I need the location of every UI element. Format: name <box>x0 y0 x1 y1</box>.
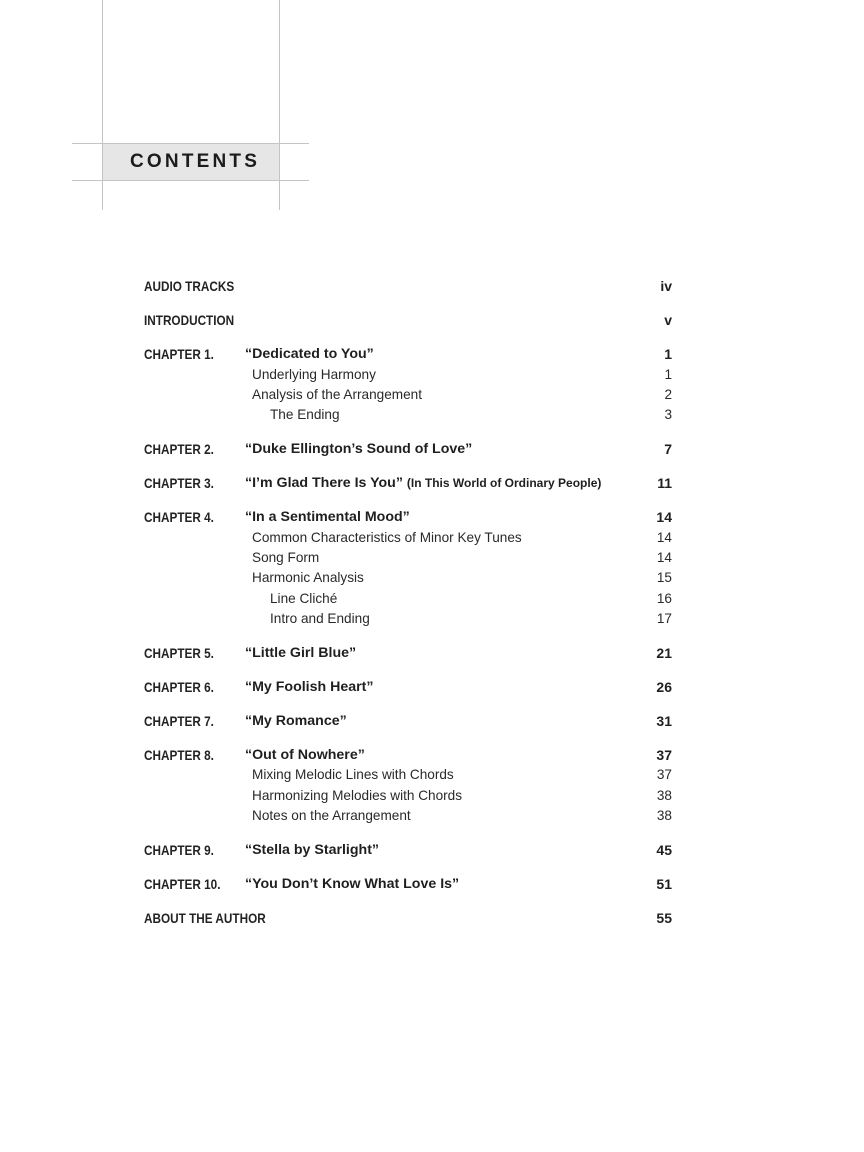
toc-subentry[interactable] <box>144 765 672 785</box>
page-number: 7 <box>664 441 672 457</box>
page-number: 37 <box>656 747 672 763</box>
toc-entry-audio-tracks[interactable] <box>144 276 672 296</box>
toc-subentry[interactable] <box>144 786 672 806</box>
toc-subsubentry[interactable] <box>144 609 672 629</box>
chapter-title-group <box>245 473 601 493</box>
page-number: 14 <box>656 509 672 525</box>
toc-entry-chapter-9[interactable] <box>144 840 672 860</box>
subentry-title: Harmonic Analysis <box>252 570 364 585</box>
page-number: iv <box>660 278 672 294</box>
frame-line-bottom <box>72 180 309 181</box>
page-number: 16 <box>656 591 672 606</box>
toc-subentry[interactable] <box>144 385 672 405</box>
toc-entry-chapter-5[interactable] <box>144 643 672 663</box>
page-number: v <box>664 312 672 328</box>
page-number: 51 <box>656 876 672 892</box>
page-number: 14 <box>656 550 672 565</box>
chapter-title: “Duke Ellington’s Sound of Love” <box>245 441 473 457</box>
subentry-title: Line Cliché <box>270 591 338 606</box>
subentry-title: Analysis of the Arrangement <box>252 387 423 402</box>
page-number: 31 <box>656 713 672 729</box>
frame-line-top <box>72 143 309 144</box>
toc-entry-chapter-7[interactable] <box>144 711 672 731</box>
chapter-title: “You Don’t Know What Love Is” <box>245 876 460 892</box>
subentry-title: Common Characteristics of Minor Key Tunes <box>252 530 522 545</box>
chapter-label: CHAPTER 10. <box>144 876 221 892</box>
chapter-title: “Stella by Starlight” <box>245 842 380 858</box>
page-number: 26 <box>656 679 672 695</box>
page-number: 45 <box>656 842 672 858</box>
chapter-label: CHAPTER 8. <box>144 747 214 763</box>
toc-entry-chapter-4[interactable] <box>144 507 672 527</box>
subentry-title: Harmonizing Melodies with Chords <box>252 788 463 803</box>
page-number: 38 <box>656 788 672 803</box>
page-number: 17 <box>656 611 672 626</box>
page-number: 21 <box>656 645 672 661</box>
chapter-label: CHAPTER 3. <box>144 475 214 491</box>
chapter-title: “My Romance” <box>245 713 347 729</box>
page-number: 14 <box>656 530 672 545</box>
entry-label: INTRODUCTION <box>144 312 235 328</box>
subentry-title: Intro and Ending <box>270 611 370 626</box>
page-number: 3 <box>664 407 672 422</box>
page-number: 37 <box>656 767 672 782</box>
toc-subentry[interactable] <box>144 528 672 548</box>
toc-entry-chapter-3[interactable] <box>144 473 672 493</box>
page-number: 38 <box>656 808 672 823</box>
page-number: 11 <box>657 475 672 491</box>
page-number: 55 <box>656 910 672 926</box>
entry-label: ABOUT THE AUTHOR <box>144 910 266 926</box>
toc-subentry[interactable] <box>144 365 672 385</box>
toc-subsubentry[interactable] <box>144 405 672 425</box>
toc-subsubentry[interactable] <box>144 589 672 609</box>
toc-subentry[interactable] <box>144 806 672 826</box>
toc-entry-chapter-2[interactable] <box>144 439 672 459</box>
chapter-label: CHAPTER 9. <box>144 842 214 858</box>
page-number: 15 <box>656 570 672 585</box>
entry-label: AUDIO TRACKS <box>144 278 235 294</box>
chapter-title: “Little Girl Blue” <box>245 645 357 661</box>
subentry-title: Notes on the Arrangement <box>252 808 411 823</box>
chapter-label: CHAPTER 6. <box>144 679 214 695</box>
toc-entry-chapter-1[interactable] <box>144 344 672 364</box>
toc-entry-chapter-8[interactable] <box>144 745 672 765</box>
frame-line-right <box>279 0 280 210</box>
chapter-label: CHAPTER 1. <box>144 346 214 362</box>
chapter-title: “In a Sentimental Mood” <box>245 509 410 525</box>
chapter-label: CHAPTER 4. <box>144 509 214 525</box>
chapter-label: CHAPTER 5. <box>144 645 214 661</box>
chapter-label: CHAPTER 7. <box>144 713 214 729</box>
toc-subentry[interactable] <box>144 548 672 568</box>
page-number: 2 <box>664 387 672 402</box>
subentry-title: Song Form <box>252 550 320 565</box>
page-title: CONTENTS <box>130 151 261 172</box>
toc-entry-chapter-10[interactable] <box>144 874 672 894</box>
chapter-title: “I’m Glad There Is You” <box>245 475 403 491</box>
toc-entry-chapter-6[interactable] <box>144 677 672 697</box>
toc-entry-introduction[interactable] <box>144 310 672 330</box>
subentry-title: Mixing Melodic Lines with Chords <box>252 767 454 782</box>
subentry-title: Underlying Harmony <box>252 367 376 382</box>
subentry-title: The Ending <box>270 407 340 422</box>
page-number: 1 <box>664 346 672 362</box>
chapter-title: “My Foolish Heart” <box>245 679 374 695</box>
toc-subentry[interactable] <box>144 568 672 588</box>
chapter-label: CHAPTER 2. <box>144 441 214 457</box>
chapter-title: “Out of Nowhere” <box>245 747 365 763</box>
page-number: 1 <box>664 367 672 382</box>
chapter-title: “Dedicated to You” <box>245 346 374 362</box>
toc-entry-about-the-author[interactable] <box>144 908 672 928</box>
chapter-subtitle: (In This World of Ordinary People) <box>406 476 602 490</box>
